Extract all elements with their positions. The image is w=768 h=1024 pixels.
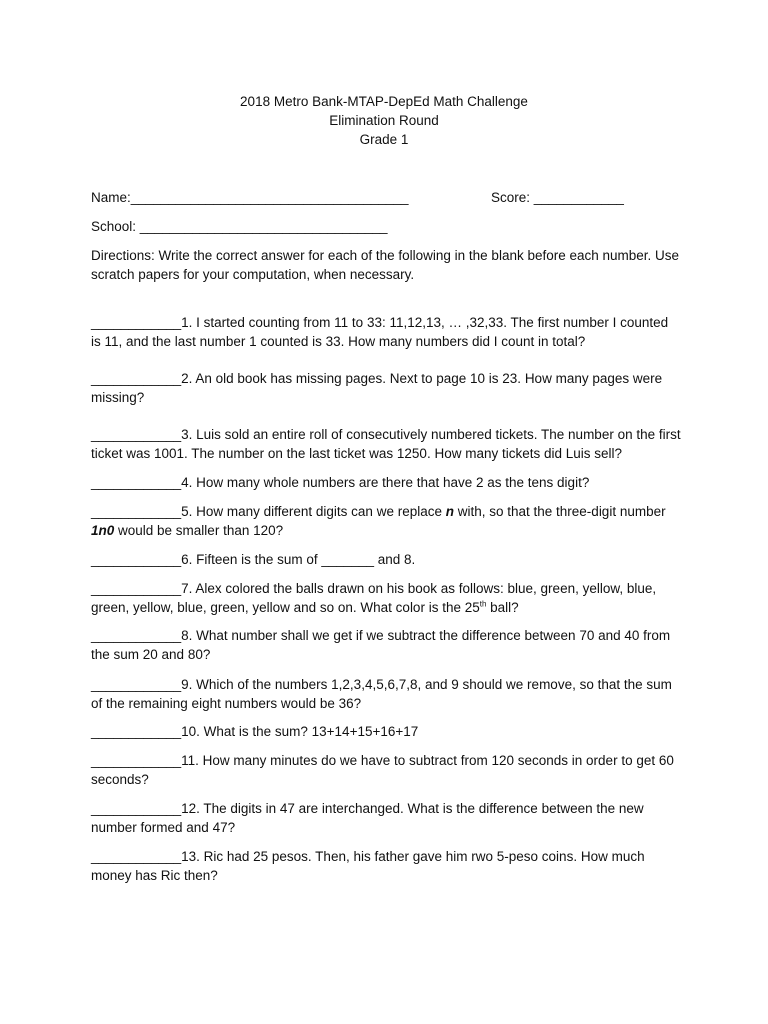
question-5-number: 1n0 <box>91 523 115 538</box>
contest-title: 2018 Metro Bank-MTAP-DepEd Math Challenge <box>240 94 528 109</box>
directions: Directions: Write the correct answer for each of the following in the blank before each number. Use scratch papers for your computation, when necessary. <box>91 248 680 282</box>
question-6: ____________6. Fifteen is the sum of _______ and 8. <box>91 552 416 567</box>
question-5-text-c: would be smaller than 120? <box>114 523 284 538</box>
question-1: ____________1. I started counting from 11 to 33: 11,12,13, … ,32,33. The first number I counted is 11, and the last number 1 counted is 33. How many numbers did I count in total? <box>91 315 669 349</box>
question-10: ____________10. What is the sum? 13+14+15+16+17 <box>91 724 419 739</box>
question-12: ____________12. The digits in 47 are interchanged. What is the difference between the new number formed and 47? <box>91 801 644 835</box>
question-5-text-a: ____________5. How many different digits can we replace <box>91 504 446 519</box>
question-8: ____________8. What number shall we get if we subtract the difference between 70 and 40 from the sum 20 and 80? <box>91 628 671 662</box>
question-4: ____________4. How many whole numbers are there that have 2 as the tens digit? <box>91 475 590 490</box>
score-field: Score: ____________ <box>491 190 624 205</box>
question-5-variable: n <box>445 504 454 519</box>
name-score-row <box>91 188 681 207</box>
question-7-ordinal: th <box>479 599 487 609</box>
name-field: Name:_____________________________________ <box>91 190 409 205</box>
question-13: ____________13. Ric had 25 pesos. Then, his father gave him rwo 5-peso coins. How much money has Ric then? <box>91 849 645 883</box>
question-5 <box>91 502 681 540</box>
question-7-text-b: ball? <box>486 600 519 615</box>
question-3: ____________3. Luis sold an entire roll of consecutively numbered tickets. The number on the first ticket was 1001. The number on the last ticket was 1250. How many tickets did Luis sell? <box>91 427 681 461</box>
grade-title: Grade 1 <box>359 132 409 147</box>
question-7 <box>91 579 681 617</box>
question-7-text-a: ____________7. Alex colored the balls drawn on his book as follows: blue, green, yellow, blue, green, yellow, blue, green, yellow and so on. What color is the 25 <box>91 581 657 615</box>
round-title: Elimination Round <box>329 113 439 128</box>
question-11: ____________11. How many minutes do we have to subtract from 120 seconds in order to get 60 seconds? <box>91 753 674 787</box>
school-field: School: _________________________________ <box>91 219 388 234</box>
question-5-text-b: with, so that the three-digit number <box>453 504 666 519</box>
worksheet-header <box>0 92 768 149</box>
question-9: ____________9. Which of the numbers 1,2,3,4,5,6,7,8, and 9 should we remove, so that the sum of the remaining eight numbers would be 36? <box>91 677 672 711</box>
question-2: ____________2. An old book has missing pages. Next to page 10 is 23. How many pages were missing? <box>91 371 663 405</box>
